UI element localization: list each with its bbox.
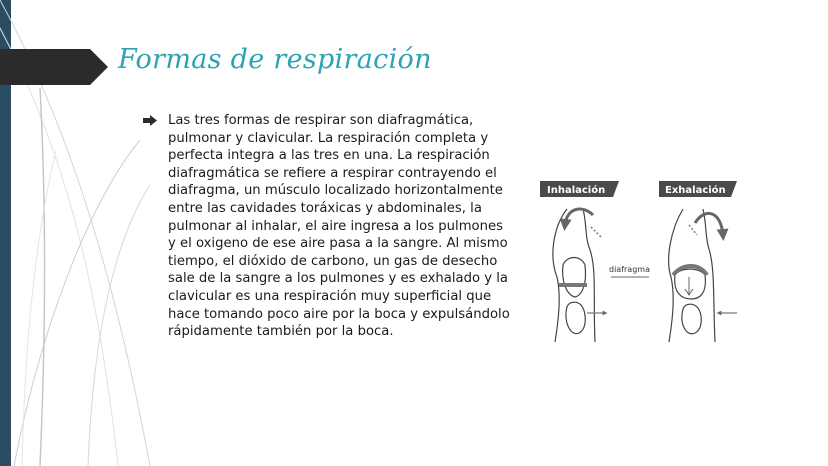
inhale-label: Inhalación	[547, 185, 606, 196]
diaphragm-label-group	[609, 265, 650, 277]
exhale-label: Exhalación	[665, 185, 726, 196]
arrow-bullet-icon	[143, 115, 157, 126]
title-banner	[0, 49, 108, 85]
body-paragraph: Las tres formas de respirar son diafragmática, pulmonar y clavicular. La respiración completa y perfecta integra a las tres en una. La respiración diafragmática se refiere a respirar contrayendo el diafragma, un músculo localizado horizontalmente entre las cavidades toráxicas y abdominales, la pulmonar al inhalar, el aire ingresa a los pulmones y el oxigeno de ese aire pasa a la sangre. Al mismo tiempo, el dióxido de carbono, un gas de desecho sale de la sangre a los pulmones y es exhalado y la clavicular es una respiración muy superficial que hace tomando poco aire por la boca y expulsándolo rápidamente también por la boca.	[168, 113, 510, 340]
inhale-label-tag	[540, 181, 619, 197]
diaphragm-label: diafragma	[609, 265, 650, 274]
inhale-figure	[553, 209, 595, 342]
slide-title: Formas de respiración	[118, 44, 432, 75]
breathing-diagram	[537, 177, 745, 349]
bullet-item	[143, 112, 513, 341]
exhale-label-tag	[659, 181, 737, 197]
